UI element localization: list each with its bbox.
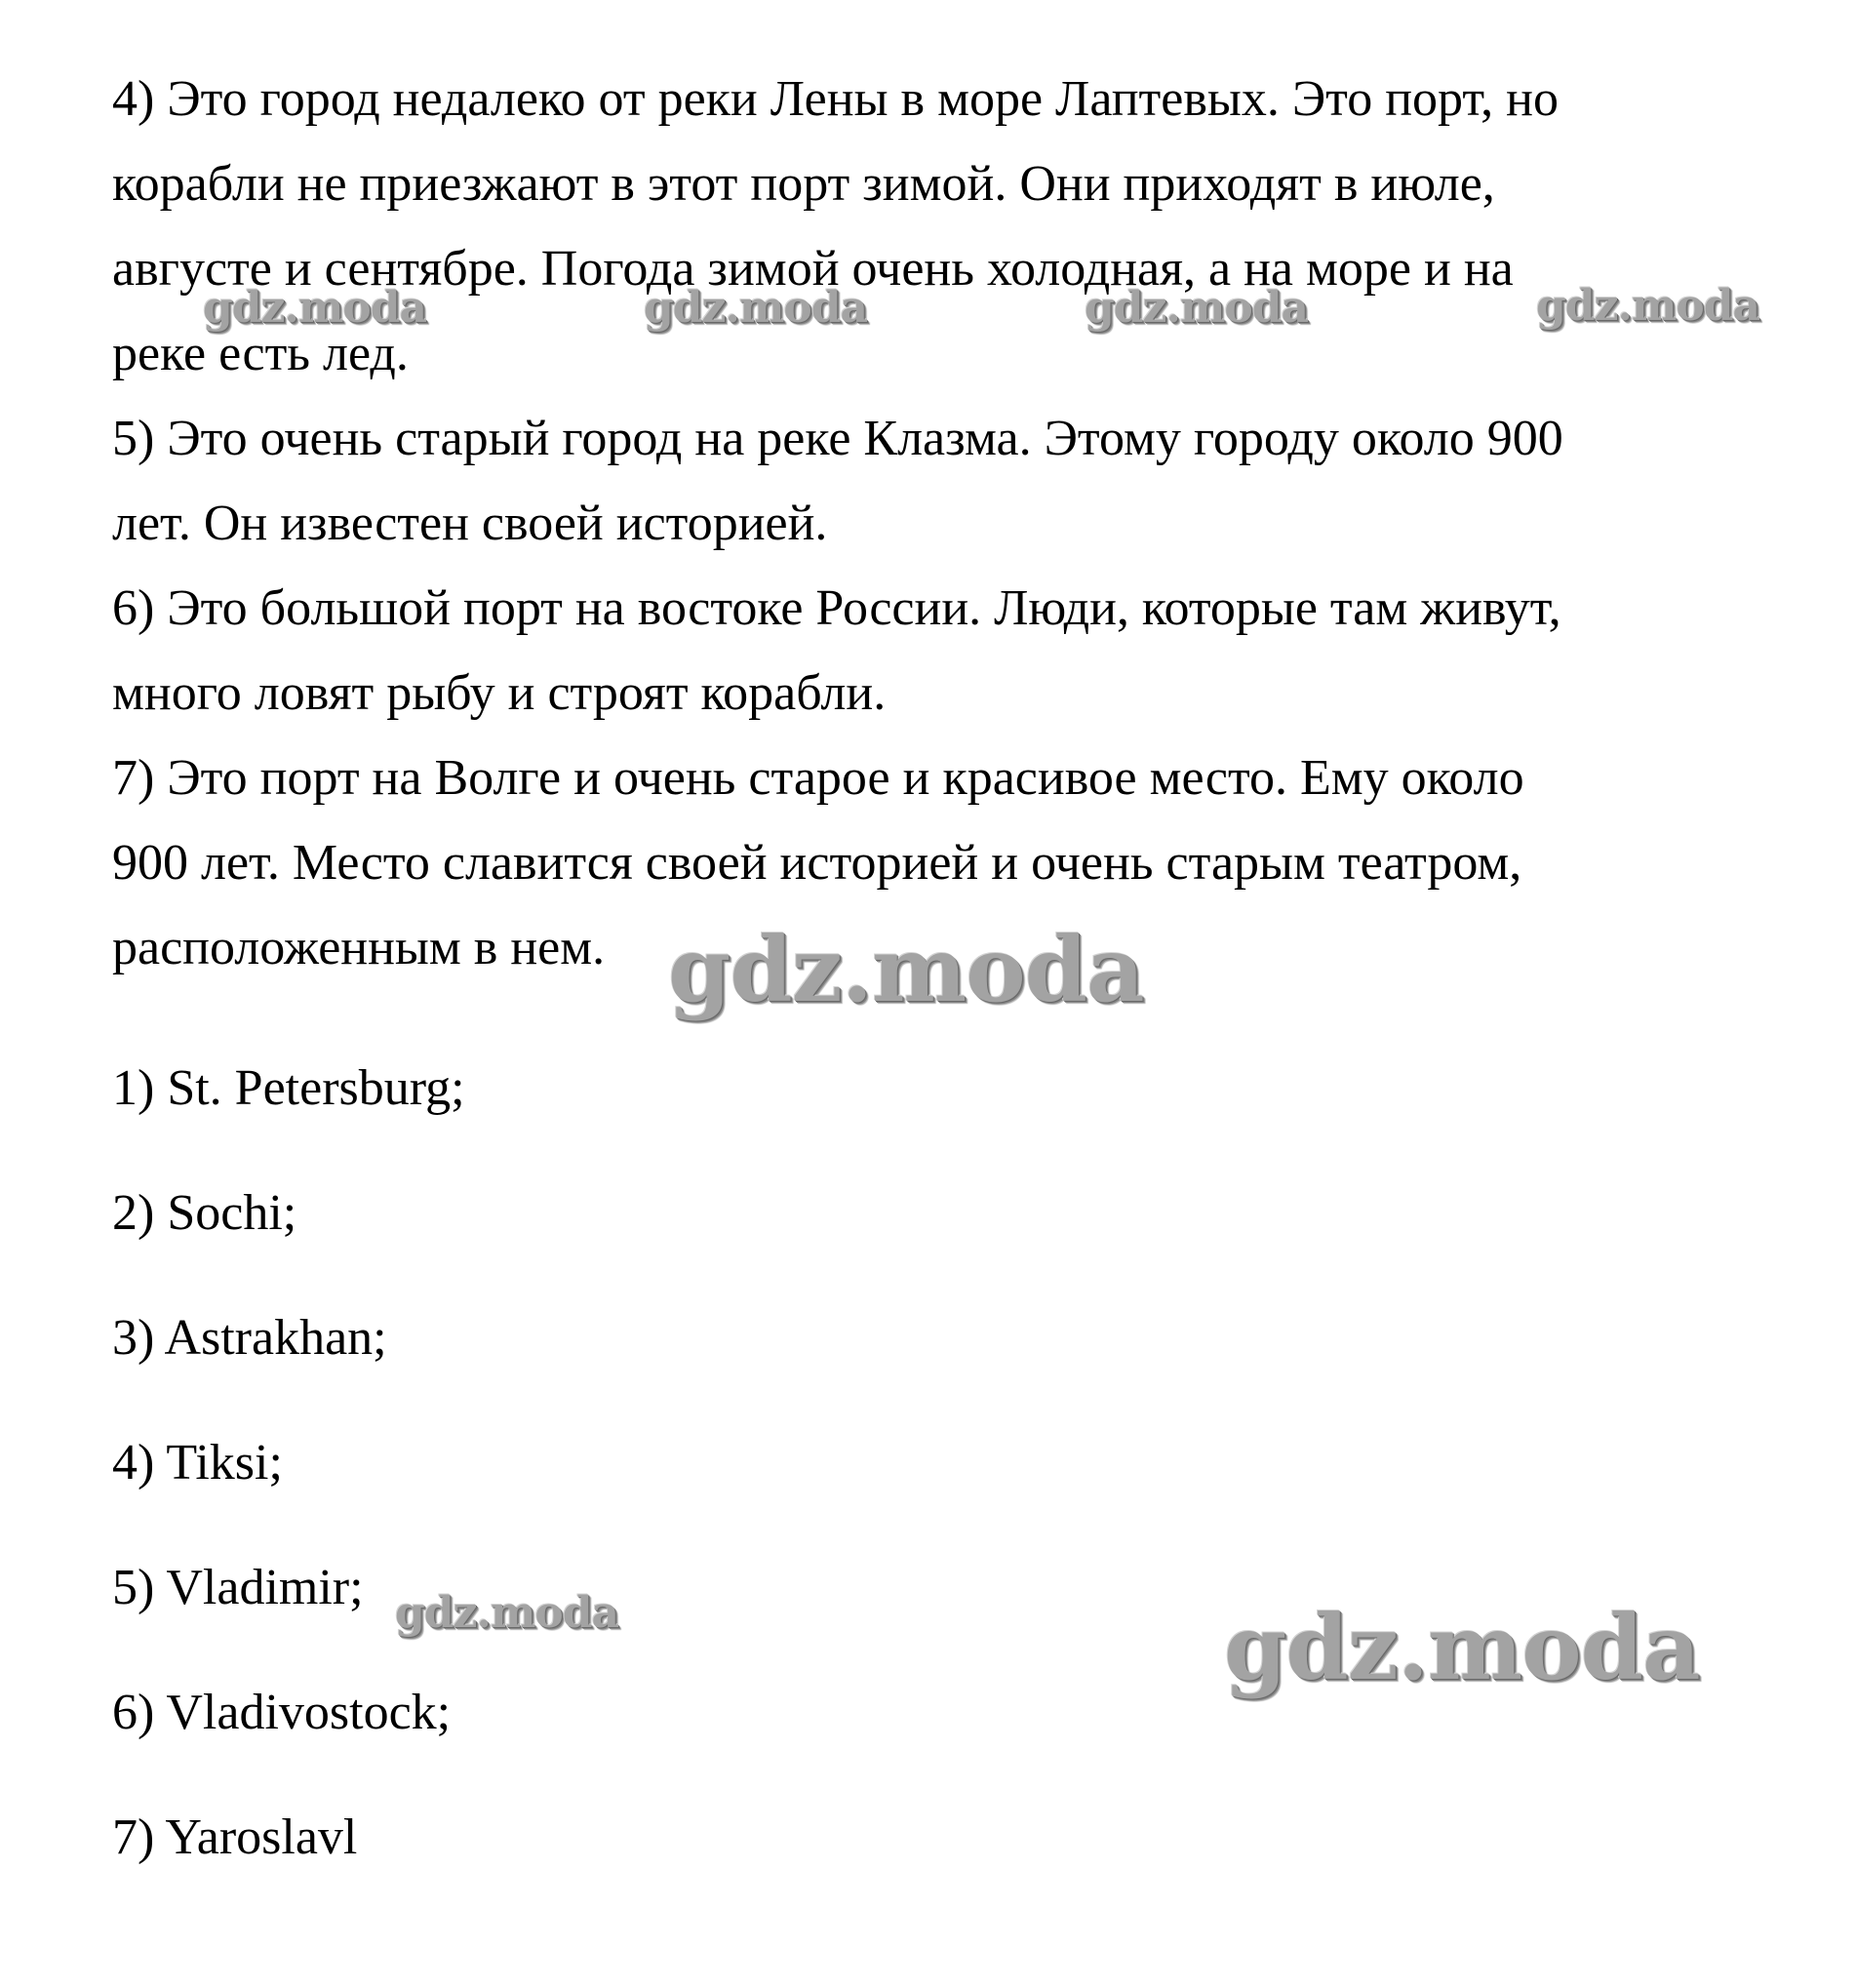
paragraph-7-line-2: 900 лет. Место славится своей историей и очень старым театром, [112, 835, 1522, 891]
paragraph-4-line-1: 4) Это город недалеко от реки Лены в море Лаптевых. Это порт, но [112, 71, 1559, 127]
answer-item: 3) Astrakhan; [112, 1310, 387, 1366]
paragraph-6-line-2: много ловят рыбу и строят корабли. [112, 665, 887, 721]
paragraph-6-line-1: 6) Это большой порт на востоке России. Люди, которые там живут, [112, 580, 1561, 636]
paragraph-7-line-1: 7) Это порт на Волге и очень старое и красивое место. Ему около [112, 750, 1524, 806]
questions-block [112, 57, 1790, 990]
answers-list [112, 1026, 1283, 1900]
paragraph-5-line-1: 5) Это очень старый город на реке Клазма. Этому городу около 900 [112, 411, 1563, 466]
paragraph-5-line-2: лет. Он известен своей историей. [112, 496, 828, 551]
answer-item: 4) Tiksi; [112, 1435, 283, 1491]
paragraph-4-line-3: августе и сентябре. Погода зимой очень холодная, а на море и на [112, 241, 1514, 297]
answer-item: 1) St. Petersburg; [112, 1060, 465, 1116]
watermark-large: gdz.moda [668, 917, 1144, 1022]
paragraph-4-line-4: реке есть лед. [112, 326, 409, 381]
watermark: gdz.moda [395, 1588, 619, 1638]
paragraph-7-line-3: расположенным в нем. [112, 920, 606, 975]
watermark: gdz.moda [1085, 283, 1309, 333]
watermark-large: gdz.moda [1224, 1595, 1700, 1700]
watermark: gdz.moda [1536, 281, 1760, 331]
answer-item: 6) Vladivostock; [112, 1685, 452, 1740]
answer-item: 2) Sochi; [112, 1185, 297, 1241]
answer-item: 7) Yaroslavl [112, 1809, 358, 1865]
paragraph-4-line-2: корабли не приезжают в этот порт зимой. Они приходят в июле, [112, 156, 1495, 212]
watermark: gdz.moda [203, 283, 427, 333]
watermark: gdz.moda [644, 283, 868, 333]
answer-item: 5) Vladimir; [112, 1560, 364, 1615]
